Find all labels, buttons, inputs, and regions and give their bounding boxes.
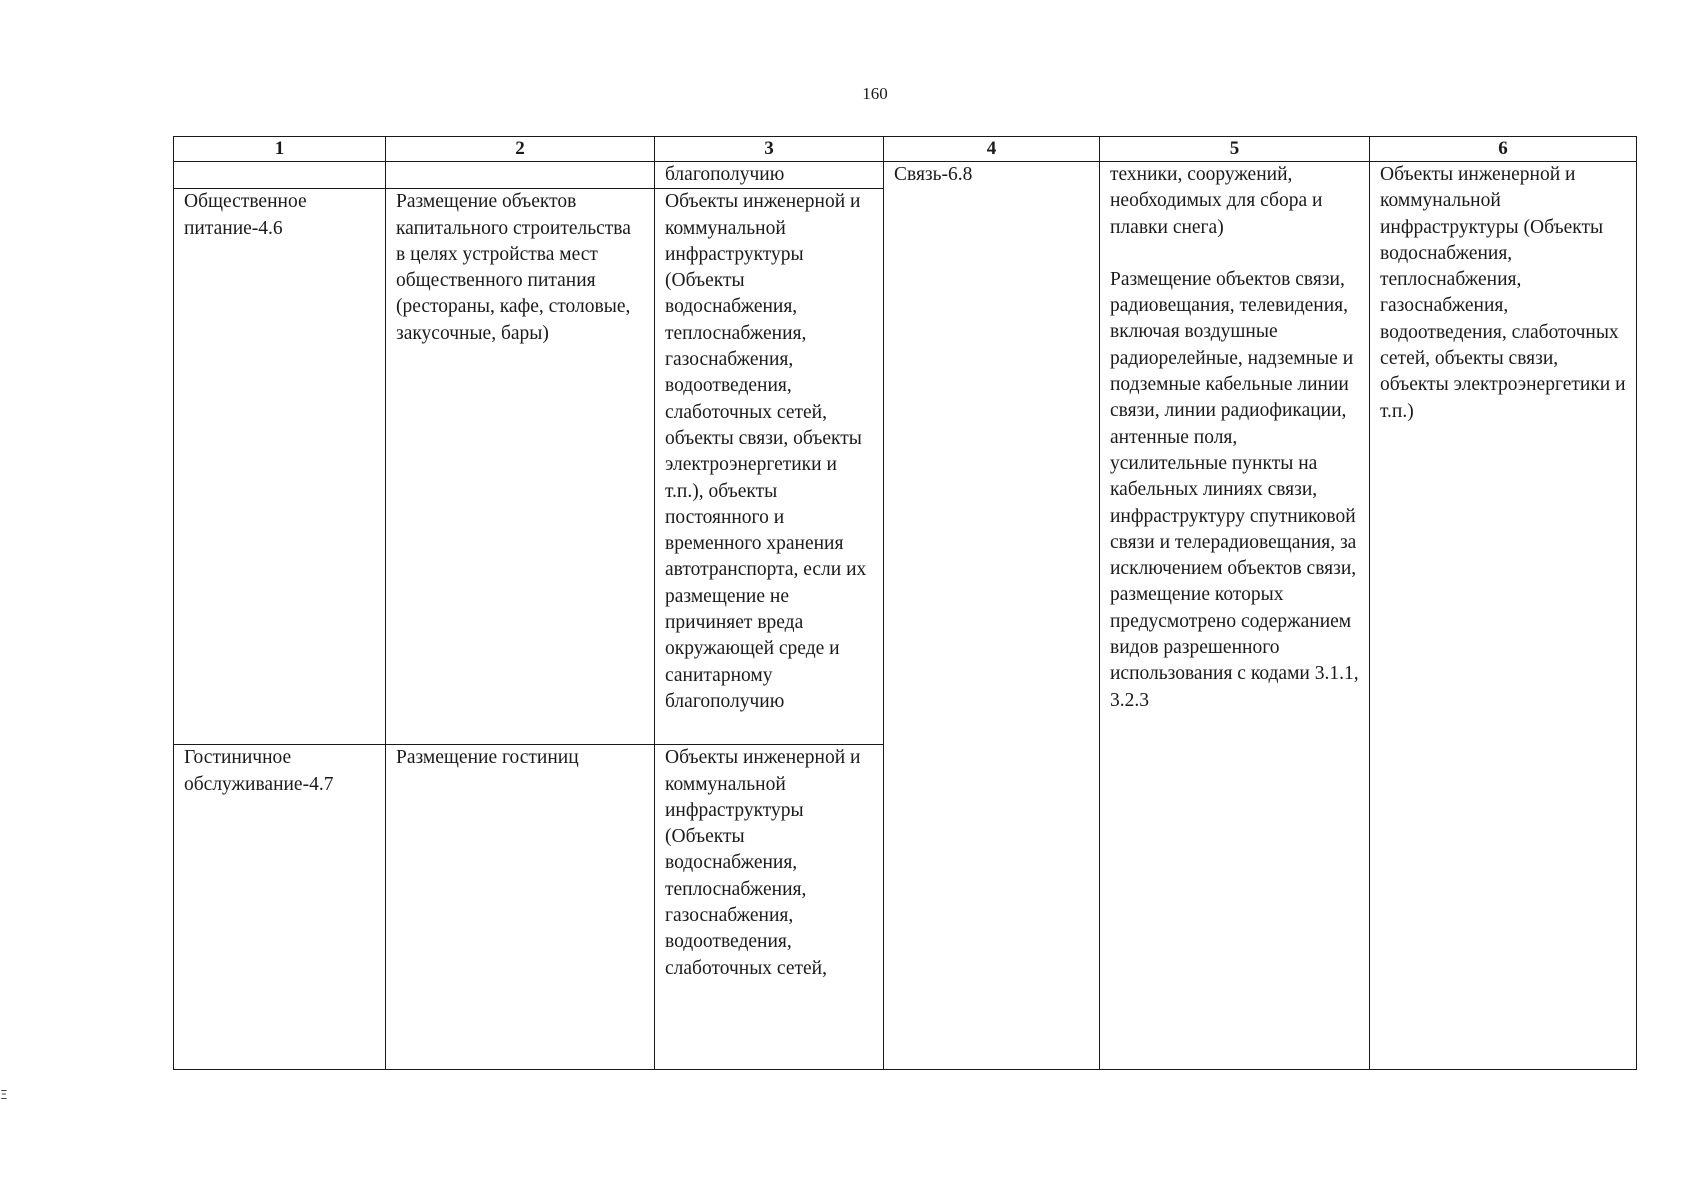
table-header-row xyxy=(174,137,1637,162)
cell-continued-text: благополучию xyxy=(655,162,884,189)
cell-use-description: Размещение объектов капитального строительства в целях устройства мест общественного питания (рестораны, кафе, столовые, закусочные, бары) xyxy=(386,189,655,745)
column-header-1: 1 xyxy=(174,137,386,162)
cell-use-description: Размещение гостиниц xyxy=(386,745,655,1070)
cell-use-kind: Общественное питание-4.6 xyxy=(174,189,386,745)
column-header-6: 6 xyxy=(1370,137,1637,162)
cell-auxiliary-objects: Объекты инженерной и коммунальной инфраструктуры (Объекты водоснабжения, теплоснабжения, газоснабжения, водоотведения, слаботочных сетей, объекты связи, объекты электроэнергетики и т.п.), объекты постоянного и временного хранения автотранспорта, если их размещение не причиняет вреда окружающей среде и санитарному благополучию xyxy=(655,189,884,745)
table-row-continuation xyxy=(174,162,1637,189)
cell-continued-text: техники, сооружений, необходимых для сбора и плавки снега) xyxy=(1110,164,1323,238)
cell-empty xyxy=(174,162,386,189)
cell-empty xyxy=(386,162,655,189)
cell-auxiliary-objects: Объекты инженерной и коммунальной инфраструктуры (Объекты водоснабжения, теплоснабжения, газоснабжения, водоотведения, слаботочных сетей, объекты связи, объекты электроэнергетики и т.п.) xyxy=(1370,162,1637,1070)
cell-main-text: Размещение объектов связи, радиовещания, телевидения, включая воздушные радиорелейные, надземные и подземные кабельные линии связи, линии радиофикации, антенные поля, усилительные пункты на кабельных линиях связи, инфраструктуру спутниковой связи и телерадиовещания, за исключением объектов связи, размещение которых предусмотрено содержанием видов разрешенного использования с кодами 3.1.1, 3.2.3 xyxy=(1110,268,1359,711)
column-header-3: 3 xyxy=(655,137,884,162)
column-header-2: 2 xyxy=(386,137,655,162)
cell-use-kind: Гостиничное обслуживание-4.7 xyxy=(174,745,386,1070)
cell-use-kind: Связь-6.8 xyxy=(884,162,1100,1070)
column-header-4: 4 xyxy=(884,137,1100,162)
margin-mark: Ξ xyxy=(0,1088,8,1102)
page-number: 160 xyxy=(862,84,888,103)
zoning-table xyxy=(173,136,1637,1070)
cell-use-description xyxy=(1100,162,1370,1070)
cell-auxiliary-objects: Объекты инженерной и коммунальной инфраструктуры (Объекты водоснабжения, теплоснабжения, газоснабжения, водоотведения, слаботочных сетей, xyxy=(655,745,884,1070)
column-header-5: 5 xyxy=(1100,137,1370,162)
paragraph-gap xyxy=(1110,241,1359,267)
